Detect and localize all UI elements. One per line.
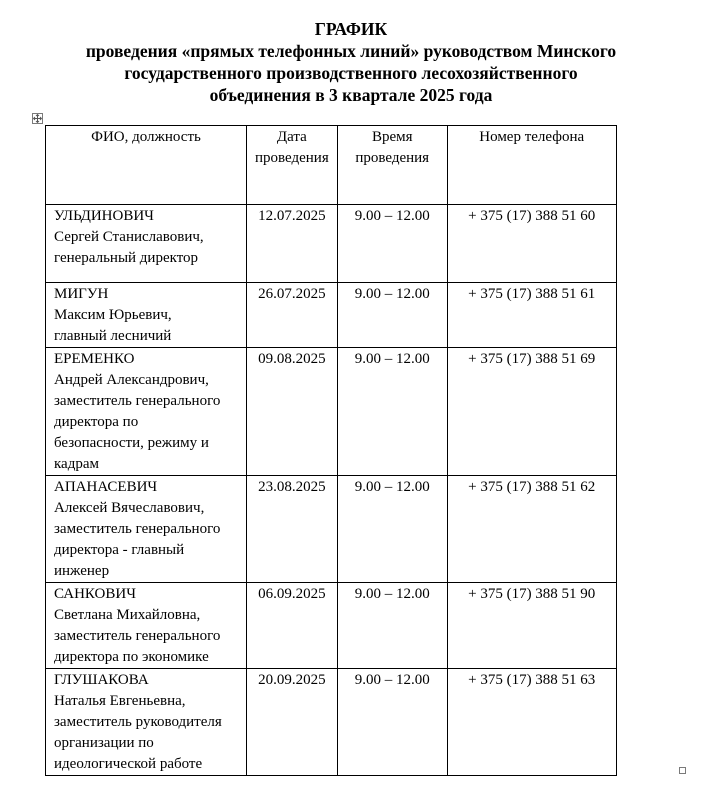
cell-date: 12.07.2025 xyxy=(247,205,338,283)
cell-time: 9.00 – 12.00 xyxy=(337,205,447,283)
surname: ЕРЕМЕНКО xyxy=(54,351,135,367)
document-title xyxy=(0,18,702,106)
cell-name xyxy=(46,283,247,348)
surname: АПАНАСЕВИЧ xyxy=(54,479,158,495)
table-row xyxy=(46,476,617,583)
cell-name xyxy=(46,476,247,583)
table-row xyxy=(46,205,617,283)
header-time: Время проведения xyxy=(337,126,447,205)
table-row xyxy=(46,669,617,776)
surname: УЛЬДИНОВИЧ xyxy=(54,208,154,224)
surname: САНКОВИЧ xyxy=(54,586,136,602)
table-row xyxy=(46,348,617,476)
position-line: директора по xyxy=(54,414,139,430)
cell-time: 9.00 – 12.00 xyxy=(337,476,447,583)
cell-name xyxy=(46,205,247,283)
table-move-handle-icon[interactable] xyxy=(32,113,43,124)
position-line: Светлана Михайловна, xyxy=(54,607,201,623)
position-line: директора - главный xyxy=(54,542,185,558)
cell-phone: + 375 (17) 388 51 63 xyxy=(447,669,616,776)
position-line: заместитель генерального xyxy=(54,393,221,409)
position-line: Максим Юрьевич, xyxy=(54,307,172,323)
header-phone: Номер телефона xyxy=(447,126,616,205)
cell-name xyxy=(46,583,247,669)
cell-time: 9.00 – 12.00 xyxy=(337,669,447,776)
title-line-4: объединения в 3 квартале 2025 года xyxy=(209,85,493,105)
cell-phone: + 375 (17) 388 51 69 xyxy=(447,348,616,476)
table-header-row xyxy=(46,126,617,205)
cell-time: 9.00 – 12.00 xyxy=(337,583,447,669)
cell-name xyxy=(46,348,247,476)
cell-time: 9.00 – 12.00 xyxy=(337,283,447,348)
schedule-table xyxy=(45,125,617,776)
cell-name xyxy=(46,669,247,776)
position-line: организации по xyxy=(54,735,154,751)
title-line-1: ГРАФИК xyxy=(314,19,388,39)
position-line: главный лесничий xyxy=(54,328,172,344)
cell-date: 23.08.2025 xyxy=(247,476,338,583)
table-row xyxy=(46,583,617,669)
position-line: заместитель генерального xyxy=(54,521,221,537)
move-arrows-icon xyxy=(33,114,42,123)
position-line: генеральный директор xyxy=(54,250,199,266)
position-line: инженер xyxy=(54,563,110,579)
surname: ГЛУШАКОВА xyxy=(54,672,149,688)
position-line: заместитель руководителя xyxy=(54,714,222,730)
position-line: Сергей Станиславович, xyxy=(54,229,204,245)
title-line-2: проведения «прямых телефонных линий» руководством Минского xyxy=(85,41,617,61)
cell-date: 20.09.2025 xyxy=(247,669,338,776)
position-line: Алексей Вячеславович, xyxy=(54,500,205,516)
position-line: Наталья Евгеньевна, xyxy=(54,693,186,709)
cell-time: 9.00 – 12.00 xyxy=(337,348,447,476)
position-line: Андрей Александрович, xyxy=(54,372,209,388)
table-resize-handle-icon[interactable] xyxy=(679,767,686,774)
surname: МИГУН xyxy=(54,286,109,302)
header-name: ФИО, должность xyxy=(46,126,247,205)
cell-date: 26.07.2025 xyxy=(247,283,338,348)
cell-phone: + 375 (17) 388 51 90 xyxy=(447,583,616,669)
title-line-3: государственного производственного лесохозяйственного xyxy=(124,63,578,83)
cell-date: 09.08.2025 xyxy=(247,348,338,476)
position-line: директора по экономике xyxy=(54,649,209,665)
cell-phone: + 375 (17) 388 51 61 xyxy=(447,283,616,348)
table-row xyxy=(46,283,617,348)
position-line: кадрам xyxy=(54,456,99,472)
header-date: Дата проведения xyxy=(247,126,338,205)
position-line: заместитель генерального xyxy=(54,628,221,644)
position-line: идеологической работе xyxy=(54,756,203,772)
cell-date: 06.09.2025 xyxy=(247,583,338,669)
cell-phone: + 375 (17) 388 51 62 xyxy=(447,476,616,583)
position-line: безопасности, режиму и xyxy=(54,435,209,451)
cell-phone: + 375 (17) 388 51 60 xyxy=(447,205,616,283)
